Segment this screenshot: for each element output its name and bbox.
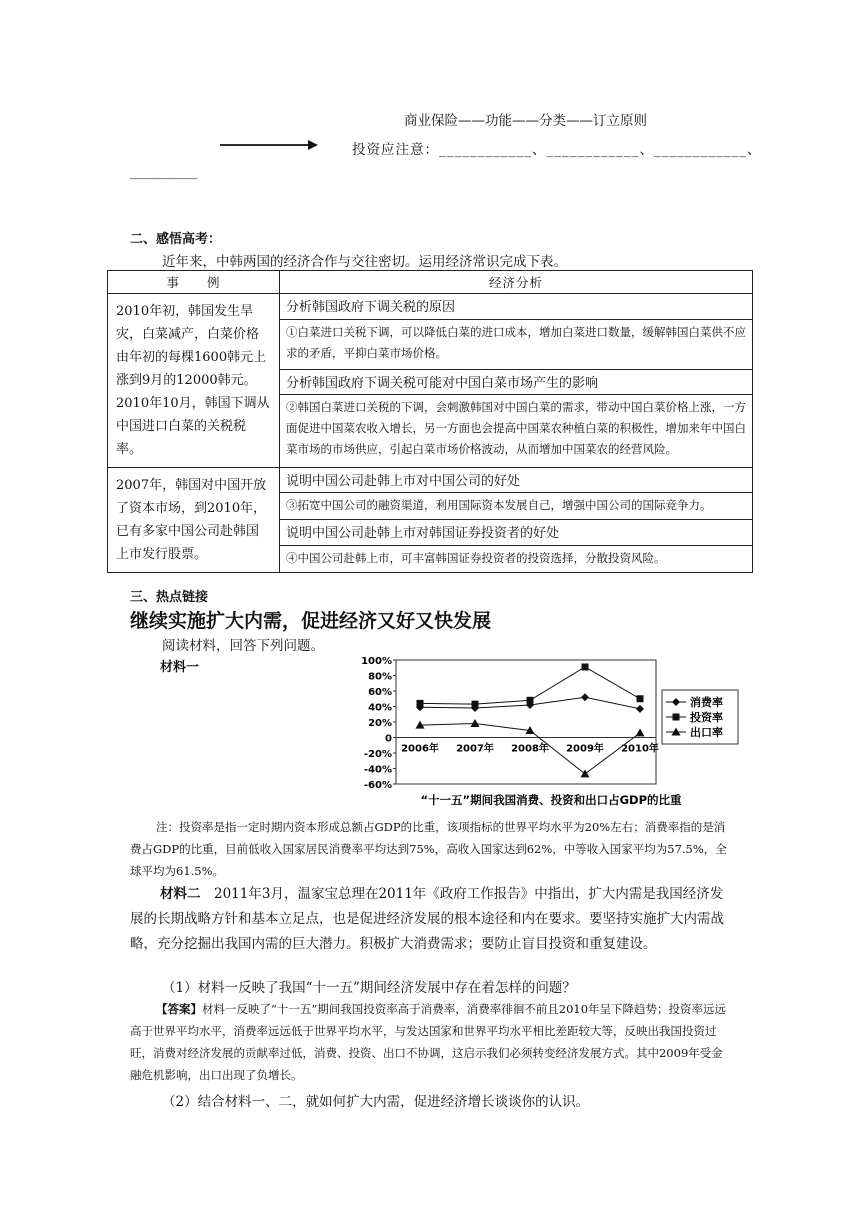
headline: 继续实施扩大内需，促进经济又好又快发展	[130, 610, 492, 632]
y-tick-label: 60%	[368, 687, 392, 698]
y-tick-label: 40%	[368, 702, 392, 714]
table-header-example: 事 例	[108, 271, 280, 294]
separator: 、	[532, 142, 547, 158]
material-2-label: 材料二	[160, 886, 201, 902]
data-point-3	[581, 769, 590, 777]
data-point-1	[581, 693, 589, 701]
y-tick-label: -20%	[363, 749, 392, 760]
y-tick-label: -60%	[363, 780, 392, 791]
question-1-text: （1）材料一反映了我国“十一五”期间经济发展中存在着怎样的问题？	[162, 980, 576, 996]
x-tick-label: 2007年	[456, 743, 494, 755]
question-1: 分析韩国政府下调关税的原因	[280, 294, 753, 320]
answer-2: ②韩国白菜进口关税的下调，会刺激韩国对中国白菜的需求，带动中国白菜价格上涨，一方面促进中国菜农收入增长，另一方面也会提高中国菜农种植白菜的积极性，增加来年中国白菜市场的市场供应，引起白菜市场价格波动，从而增加中国菜农的经营风险。	[280, 395, 753, 468]
x-tick-label: 2006年	[401, 743, 439, 755]
section-2-intro: 近年来，中韩两国的经济合作与交往密切。运用经济常识完成下表。	[162, 254, 567, 270]
plot-area	[396, 660, 656, 784]
separator: 、	[639, 142, 654, 158]
data-point-3	[636, 728, 645, 736]
y-tick-label: 80%	[368, 671, 392, 683]
x-tick-label: 2010年	[621, 743, 659, 755]
y-tick-label: 0	[385, 733, 392, 745]
answer-label: 【答案】	[156, 1002, 202, 1016]
data-point-2	[637, 695, 644, 702]
section-2-title: 二、感悟高考：	[130, 232, 222, 247]
legend-label: 投资率	[690, 711, 723, 724]
header-line-1: 商业保险——功能——分类——订立原则	[404, 113, 647, 129]
blank-1: ____________	[439, 142, 532, 158]
material-2-text: 2011年3月，温家宝总理在2011年《政府工作报告》中指出，扩大内需是我国经济发展的长期战略方针和基本立足点，也是促进经济发展的根本途径和内在要求。要坚持实施扩大内需战略，充分挖掘出我国内需的巨大潜力。积极扩大消费需求；要防止盲目投资和重复建设。	[130, 886, 724, 952]
line-chart	[356, 652, 746, 812]
question-3: 说明中国公司赴韩上市对中国公司的好处	[280, 468, 753, 493]
example-1: 2010年初，韩国发生旱灾，白菜减产，白菜价格由年初的每棵1600韩元上涨到9月的12000韩元。2010年10月，韩国下调从中国进口白菜的关税税率。	[108, 294, 280, 468]
answer-4: ④中国公司赴韩上市，可丰富韩国证券投资者的投资选择，分散投资风险。	[280, 545, 753, 572]
y-tick-label: 100%	[361, 656, 392, 667]
economic-analysis-table	[107, 270, 753, 573]
invest-note-label: 投资应注意：	[352, 142, 439, 158]
x-tick-label: 2008年	[511, 743, 549, 755]
legend-label: 消费率	[690, 696, 723, 709]
question-2-text: （2）结合材料一、二，就如何扩大内需，促进经济增长谈谈你的认识。	[162, 1094, 590, 1110]
answer-3: ③拓宽中国公司的融资渠道，利用国际资本发展自己，增强中国公司的国际竞争力。	[280, 493, 753, 520]
question-2: 分析韩国政府下调关税可能对中国白菜市场产生的影响	[280, 369, 753, 395]
arrow-icon	[220, 138, 320, 152]
example-2: 2007年，韩国对中国开放了资本市场，到2010年，已有多家中国公司赴韩国上市发行股票。	[108, 468, 280, 573]
data-point-3	[471, 719, 480, 727]
question-4: 说明中国公司赴韩上市对韩国证券投资者的好处	[280, 520, 753, 545]
header-line-2	[352, 138, 762, 158]
y-tick-label: -40%	[363, 764, 392, 776]
y-tick-label: 20%	[368, 718, 392, 729]
legend-marker	[673, 714, 680, 721]
answer-block	[130, 998, 730, 1086]
legend-label: 出口率	[690, 726, 723, 739]
blank-3: ____________	[654, 142, 747, 158]
material-1-label: 材料一	[160, 660, 200, 675]
data-point-2	[582, 663, 589, 670]
table-header-analysis: 经济分析	[280, 271, 753, 294]
chart-title: “十一五”期间我国消费、投资和出口占GDP的比重	[420, 793, 682, 807]
read-instruction: 阅读材料，回答下列问题。	[162, 638, 324, 654]
blank-4: __________	[130, 164, 198, 180]
data-point-2	[472, 701, 479, 708]
answer-1: ①白菜进口关税下调，可以降低白菜的进口成本，增加白菜进口数量，缓解韩国白菜供不应求的矛盾，平抑白菜市场价格。	[280, 319, 753, 369]
data-point-2	[417, 700, 424, 707]
data-point-1	[636, 705, 644, 713]
section-3-title: 三、热点链接	[130, 590, 209, 605]
material-2	[130, 882, 730, 957]
chart-note: 注：投资率是指一定时期内资本形成总额占GDP的比重，该项指标的世界平均水平为20%左右；消费率指的是消费占GDP的比重，目前低收入国家居民消费率平均达到75%，高收入国家达到62%，中等收入国家平均为57.5%，全球平均为61.5%。	[130, 820, 727, 878]
separator: 、	[747, 142, 762, 158]
blank-2: ____________	[546, 142, 640, 158]
data-point-2	[527, 697, 534, 704]
answer-text: 材料一反映了“十一五”期间我国投资率高于消费率，消费率徘徊不前且2010年呈下降趋势；投资率远远高于世界平均水平，消费率远远低于世界平均水平，与发达国家和世界平均水平相比差距较大等，反映出我国投资过旺，消费对经济发展的贡献率过低，消费、投资、出口不协调，这启示我们必须转变经济发展方式。其中2009年受金融危机影响，出口出现了负增长。	[130, 1002, 727, 1082]
x-tick-label: 2009年	[566, 743, 604, 755]
